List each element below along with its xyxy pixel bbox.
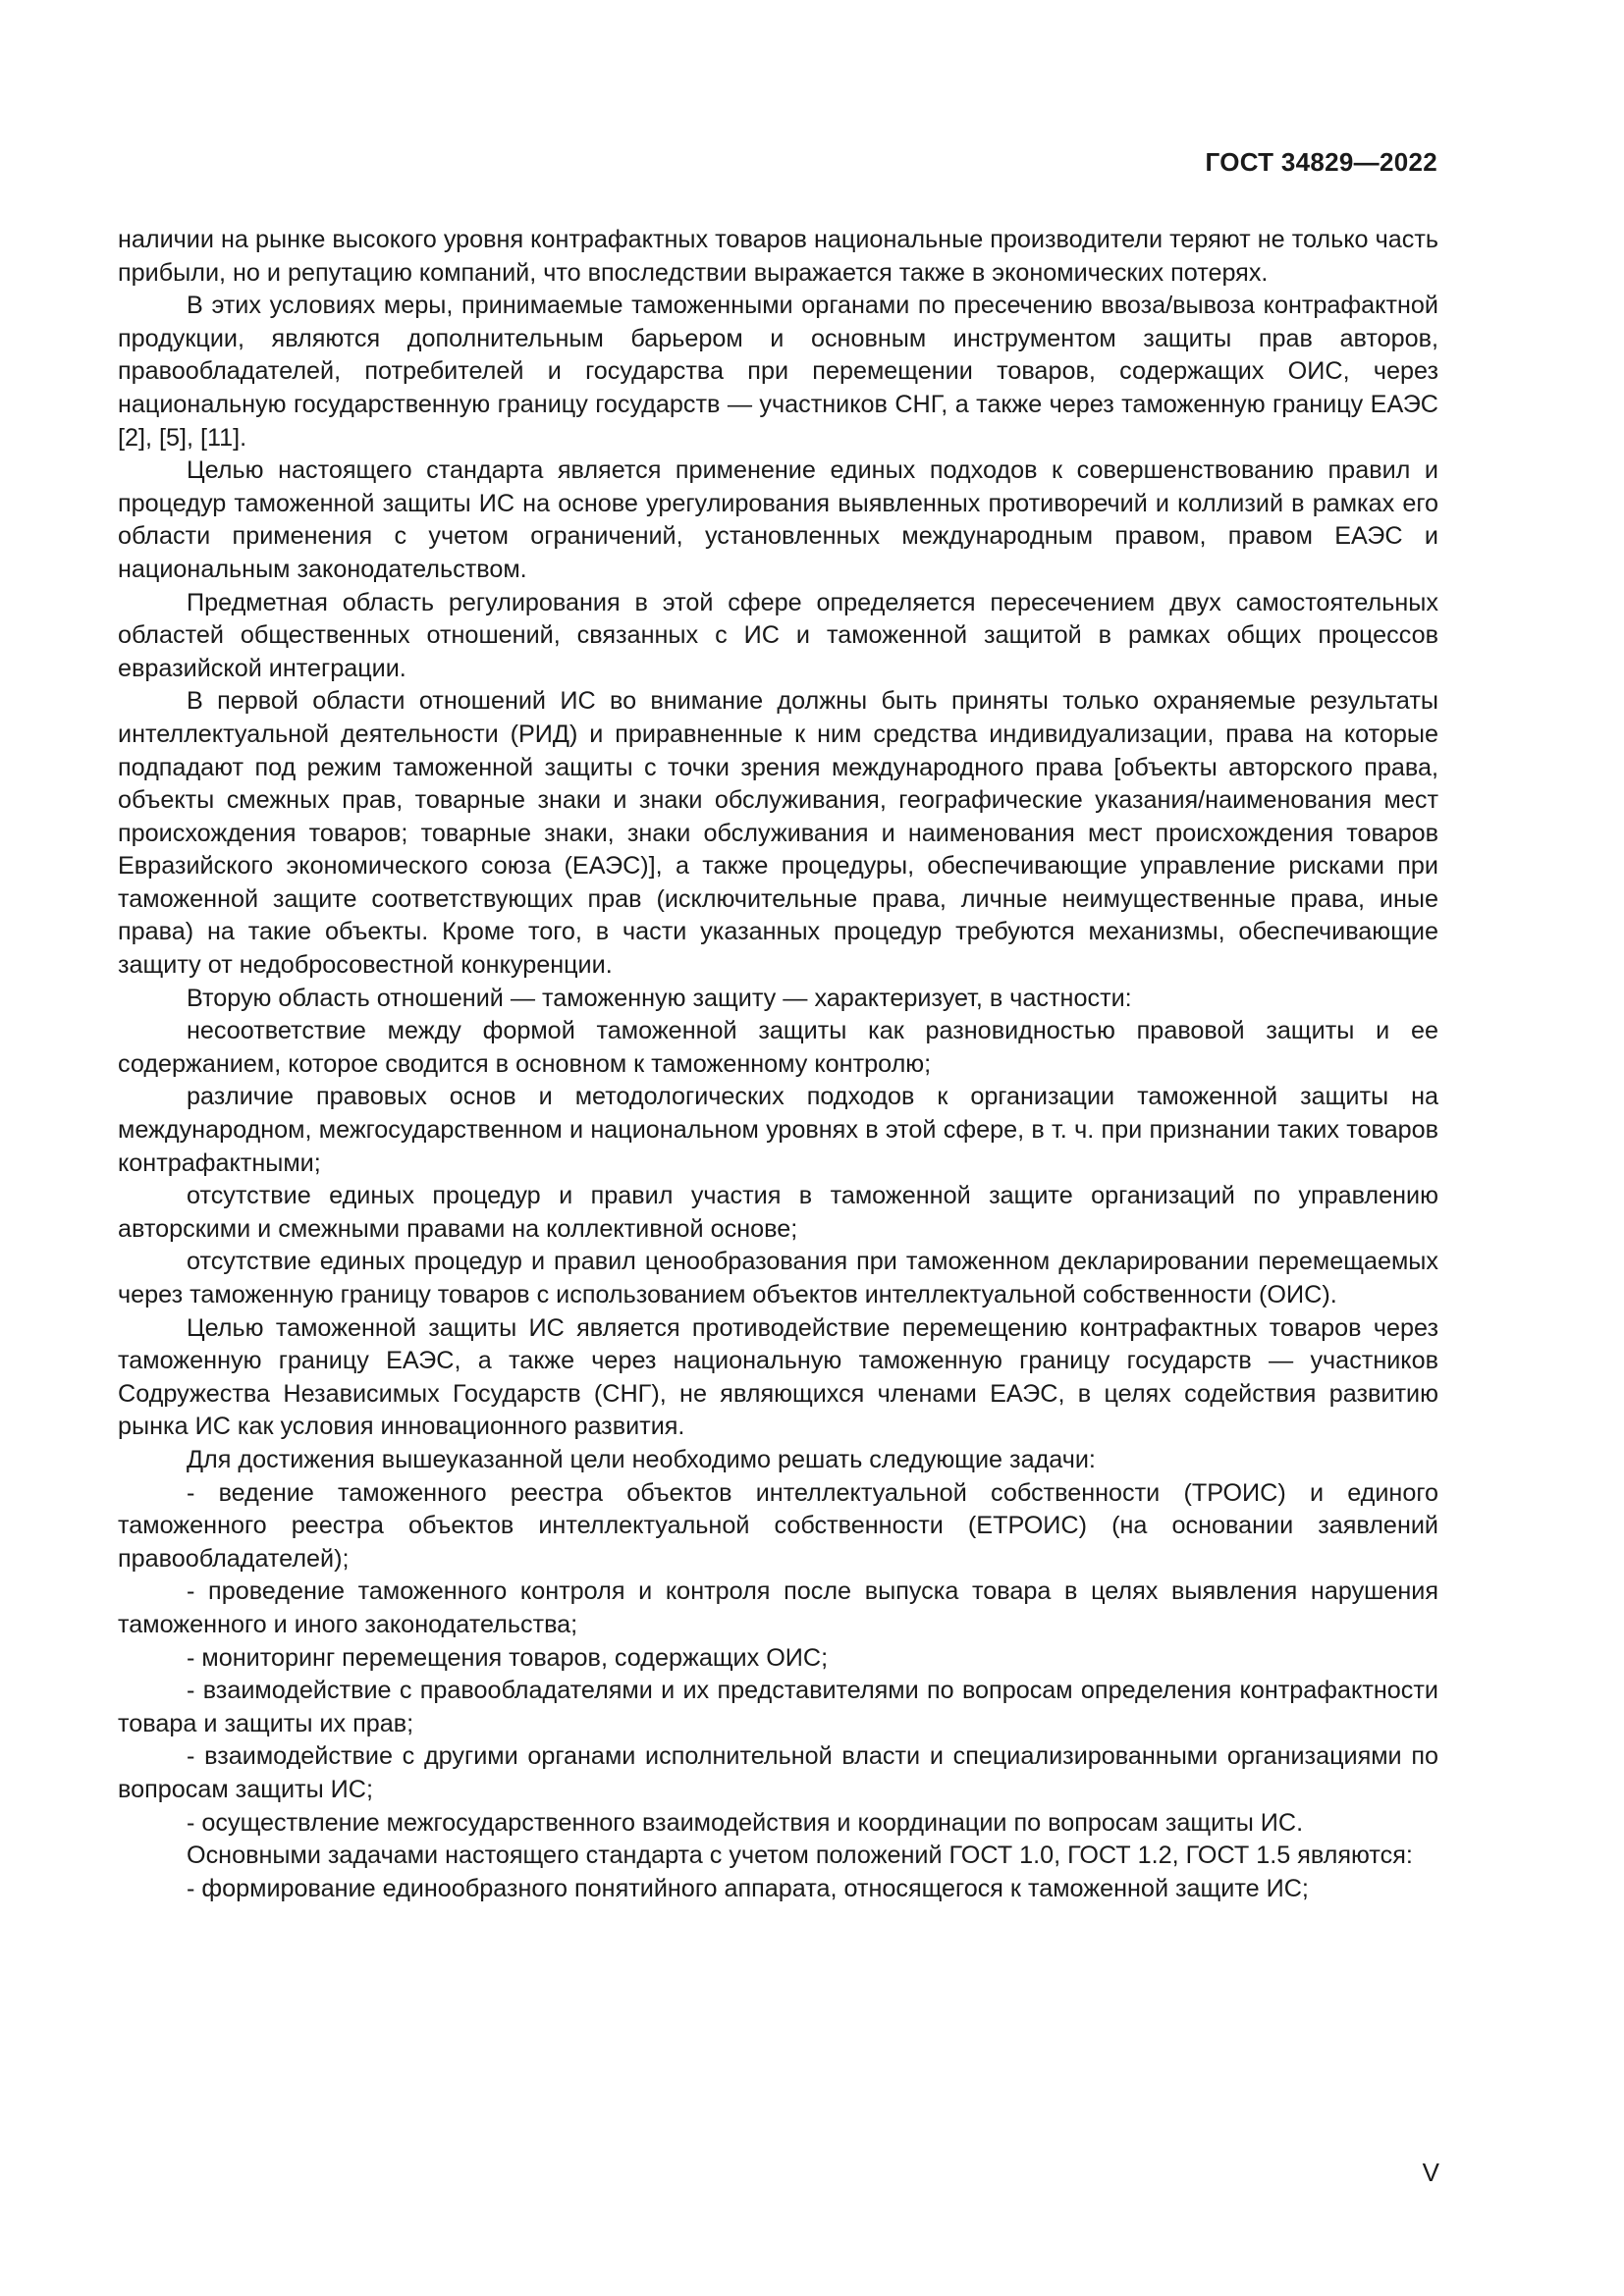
paragraph: В первой области отношений ИС во внимание должны быть приняты только охраняемые результаты интеллектуальной деятельности (РИД) и приравненные к ним средства индивидуализации, права на которые подпадают под режим таможенной защиты с точки зрения международного права [объекты авторского права, объекты смежных прав, товарные знаки и знаки обслуживания, географические указания/наименования мест происхождения товаров; товарные знаки, знаки обслуживания и наименования мест происхождения товаров Евразийского экономического союза (ЕАЭС)], а также процедуры, обеспечивающие управление рисками при таможенной защите соответствующих прав (исключительные права, личные неимущественные права, иные права) на такие объекты. Кроме того, в части указанных процедур требуются механизмы, обеспечивающие защиту от недобросовестной конкуренции. bbox=[118, 687, 1438, 980]
paragraph: Предметная область регулирования в этой сфере определяется пересечением двух самостоятельных областей общественных отношений, связанных с ИС и таможенной защитой в рамках общих процессов евразийской интеграции. bbox=[118, 588, 1438, 682]
paragraph: Для достижения вышеуказанной цели необходимо решать следующие задачи: bbox=[187, 1445, 1096, 1473]
list-item: - взаимодействие с другими органами исполнительной власти и специализированными организациями по вопросам защиты ИС; bbox=[118, 1742, 1438, 1803]
list-item: - осуществление межгосударственного взаимодействия и координации по вопросам защиты ИС. bbox=[187, 1808, 1304, 1837]
list-item: несоответствие между формой таможенной защиты как разновидностью правовой защиты и ее содержанием, которое сводится в основном к таможенному контролю; bbox=[118, 1017, 1438, 1078]
paragraph: В этих условиях меры, принимаемые таможенными органами по пресечению ввоза/вывоза контрафактной продукции, являются дополнительным барьером и основным инструментом защиты прав авторов, правообладателей, потребителей и государства при перемещении товаров, содержащих ОИС, через национальную государственную границу государств — участников СНГ, а также через таможенную границу ЕАЭС [2], [5], [11]. bbox=[118, 292, 1438, 452]
list-item: - формирование единообразного понятийного аппарата, относящегося к таможенной защите ИС; bbox=[187, 1874, 1309, 1902]
list-item: различие правовых основ и методологических подходов к организации таможенной защиты на международном, межгосударственном и национальном уровнях в этой сфере, в т. ч. при признании таких товаров контрафактными; bbox=[118, 1083, 1438, 1177]
list-item: - ведение таможенного реестра объектов интеллектуальной собственности (ТРОИС) и единого таможенного реестра объектов интеллектуальной собственности (ЕТРОИС) (на основании заявлений правообладателей); bbox=[118, 1478, 1438, 1573]
list-item: - проведение таможенного контроля и контроля после выпуска товара в целях выявления нарушения таможенного и иного законодательства; bbox=[118, 1577, 1438, 1638]
paragraph: Целью таможенной защиты ИС является противодействие перемещению контрафактных товаров через таможенную границу ЕАЭС, а также через национальную таможенную границу государств — участников Содружества Независимых Государств (СНГ), не являющихся членами ЕАЭС, в целях содействия развитию рынка ИС как условия инновационного развития. bbox=[118, 1313, 1438, 1441]
page-header: ГОСТ 34829—2022 bbox=[1205, 147, 1437, 177]
page-number: V bbox=[1422, 2158, 1439, 2187]
body-text bbox=[118, 224, 1438, 1905]
paragraph: Целью настоящего стандарта является применение единых подходов к совершенствованию правил и процедур таможенной защиты ИС на основе урегулирования выявленных противоречий и коллизий в рамках его области применения с учетом ограничений, установленных международным правом, правом ЕАЭС и национальным законодательством. bbox=[118, 456, 1438, 583]
list-item: - взаимодействие с правообладателями и их представителями по вопросам определения контрафактности товара и защиты их прав; bbox=[118, 1677, 1438, 1737]
list-item: - мониторинг перемещения товаров, содержащих ОИС; bbox=[187, 1643, 829, 1672]
paragraph: Основными задачами настоящего стандарта с учетом положений ГОСТ 1.0, ГОСТ 1.2, ГОСТ 1.5 являются: bbox=[187, 1842, 1413, 1870]
list-item: отсутствие единых процедур и правил участия в таможенной защите организаций по управлению авторскими и смежными правами на коллективной основе; bbox=[118, 1182, 1438, 1243]
list-item: отсутствие единых процедур и правил ценообразования при таможенном декларировании перемещаемых через таможенную границу товаров с использованием объектов интеллектуальной собственности (ОИС). bbox=[118, 1248, 1438, 1308]
paragraph: Вторую область отношений — таможенную защиту — характеризует, в частности: bbox=[187, 984, 1132, 1012]
paragraph-continuation: наличии на рынке высокого уровня контрафактных товаров национальные производители теряют не только часть прибыли, но и репутацию компаний, что впоследствии выражается также в экономических потерях. bbox=[118, 226, 1438, 287]
